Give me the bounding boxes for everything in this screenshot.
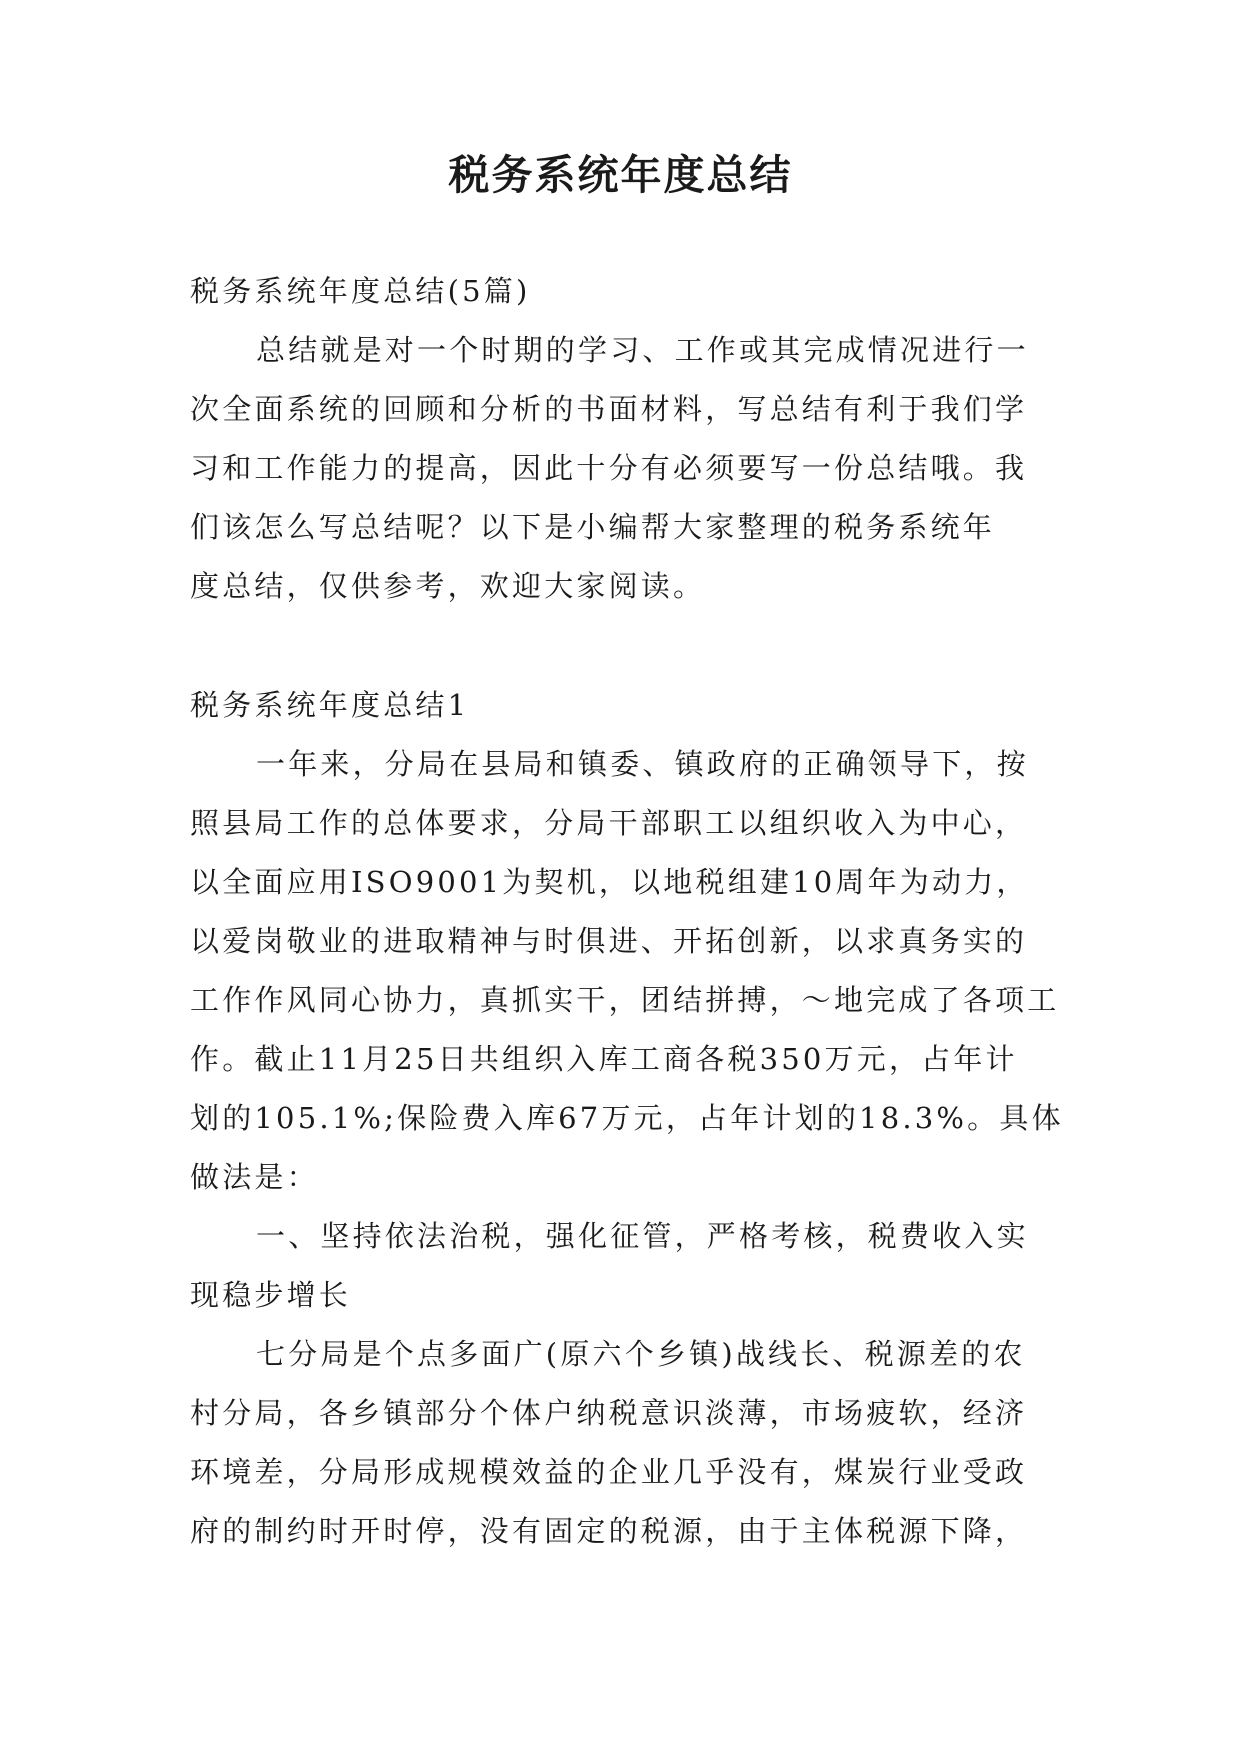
- paragraph-line: 作。截止11月25日共组织入库工商各税350万元，占年计: [190, 1042, 1018, 1076]
- paragraph-line: 村分局，各乡镇部分个体户纳税意识淡薄，市场疲软，经济: [190, 1396, 1028, 1430]
- paragraph-spacer: [190, 616, 1052, 676]
- section-heading: 税务系统年度总结1: [190, 688, 470, 722]
- subheading-line: 现稳步增长: [190, 1278, 352, 1312]
- document-subtitle: 税务系统年度总结(5篇): [190, 274, 531, 308]
- paragraph-line: 府的制约时开时停，没有固定的税源，由于主体税源下降，: [190, 1514, 1028, 1548]
- paragraph-line: 划的105.1%;保险费入库67万元，占年计划的18.3%。具体: [190, 1101, 1064, 1135]
- paragraph-line: 一年来，分局在县局和镇委、镇政府的正确领导下，按: [256, 747, 1029, 781]
- paragraph-line: 七分局是个点多面广(原六个乡镇)战线长、税源差的农: [256, 1337, 1026, 1371]
- document-title: 税务系统年度总结: [448, 151, 793, 199]
- paragraph-line: 以爱岗敬业的进取精神与时俱进、开拓创新，以求真务实的: [190, 924, 1028, 958]
- paragraph-line: 以全面应用ISO9001为契机，以地税组建10周年为动力，: [190, 865, 1029, 899]
- document-body: [190, 262, 1064, 1561]
- paragraph-line: 做法是：: [190, 1160, 319, 1194]
- paragraph-line: 照县局工作的总体要求，分局干部职工以组织收入为中心，: [190, 806, 1028, 840]
- intro-line: 度总结，仅供参考，欢迎大家阅读。: [190, 569, 706, 603]
- subheading-line: 一、坚持依法治税，强化征管，严格考核，税费收入实: [256, 1219, 1029, 1253]
- intro-line: 总结就是对一个时期的学习、工作或其完成情况进行一: [256, 333, 1029, 367]
- intro-line: 们该怎么写总结呢？以下是小编帮大家整理的税务系统年: [190, 510, 996, 544]
- intro-line: 次全面系统的回顾和分析的书面材料，写总结有利于我们学: [190, 392, 1028, 426]
- paragraph-line: 环境差，分局形成规模效益的企业几乎没有，煤炭行业受政: [190, 1455, 1028, 1489]
- intro-line: 习和工作能力的提高，因此十分有必须要写一份总结哦。我: [190, 451, 1028, 485]
- paragraph-line: 工作作风同心协力，真抓实干，团结拼搏，～地完成了各项工: [190, 983, 1060, 1017]
